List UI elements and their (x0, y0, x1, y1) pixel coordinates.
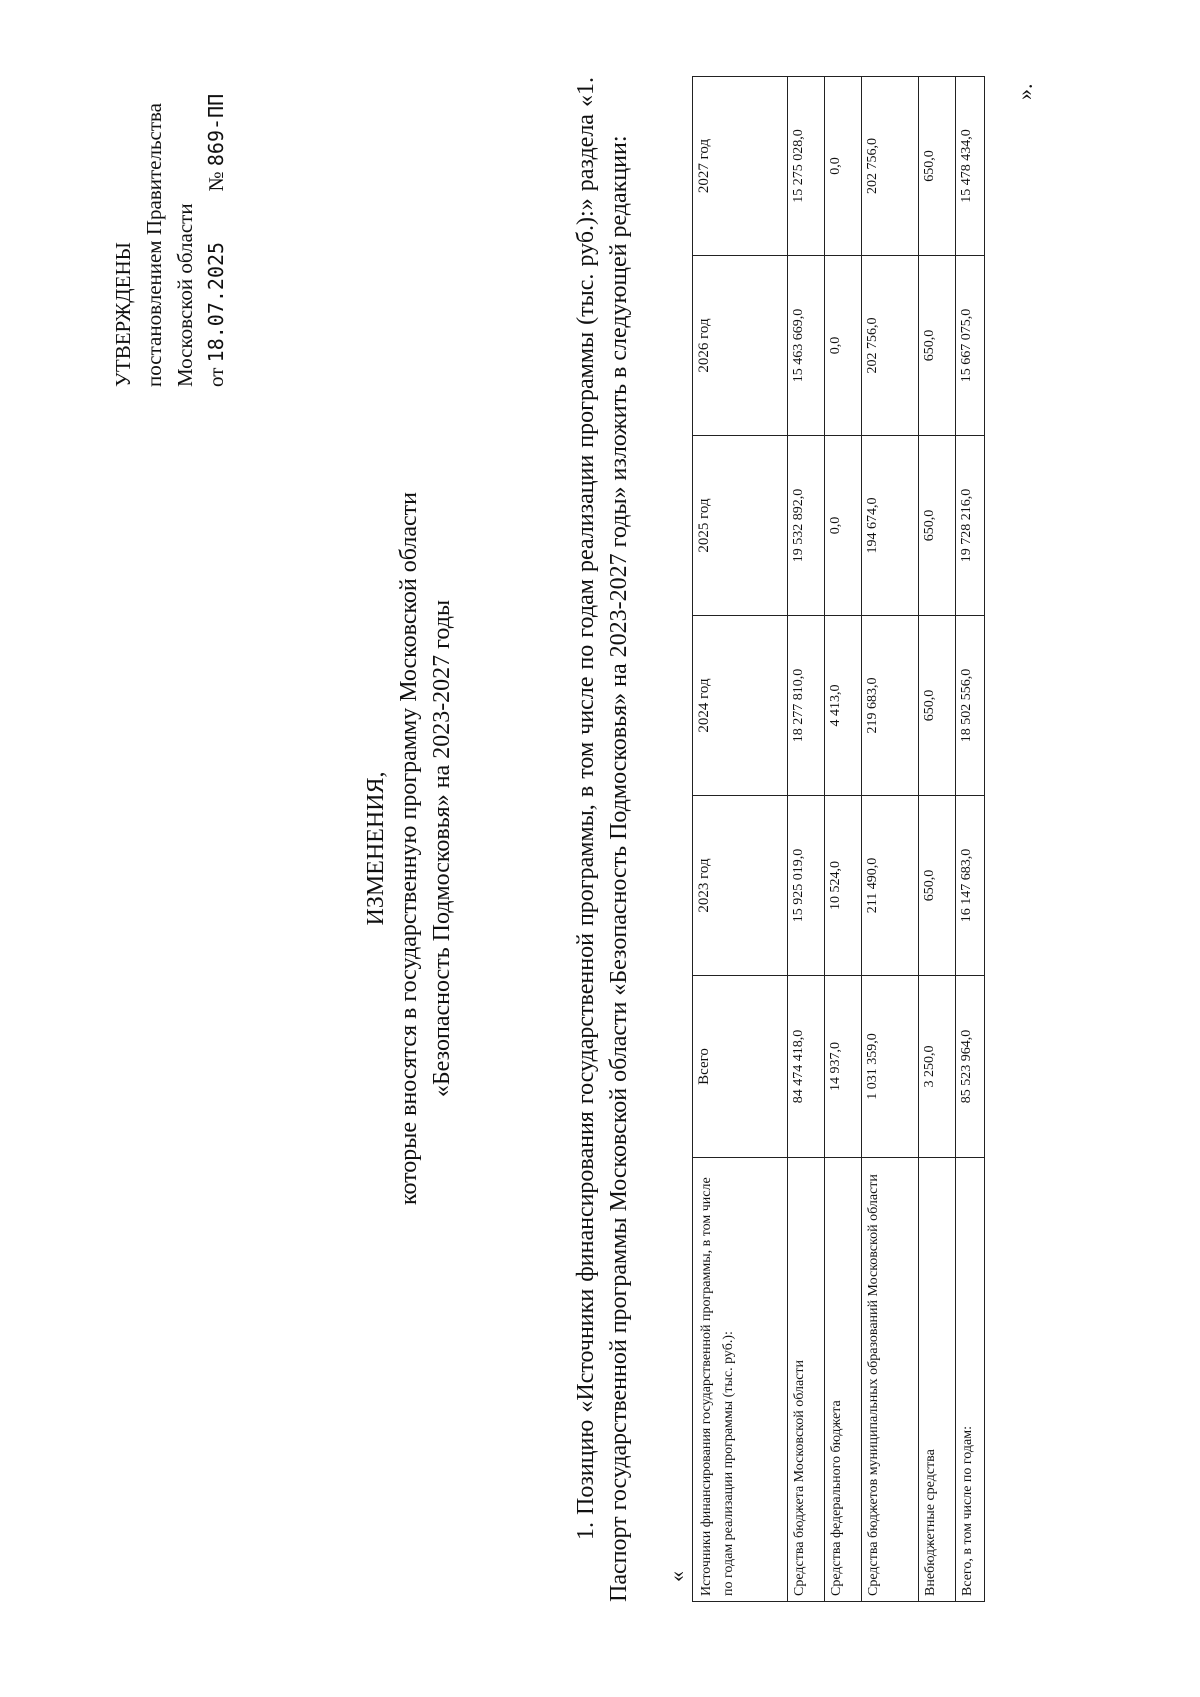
approval-number: 869-ПП (204, 93, 228, 167)
cell-2023: 211 490,0 (862, 796, 919, 976)
cell-2026: 15 667 075,0 (956, 256, 985, 436)
cell-2026: 650,0 (919, 256, 956, 436)
date-prefix: от (204, 367, 228, 387)
cell-2023: 16 147 683,0 (956, 796, 985, 976)
cell-total: 84 474 418,0 (788, 976, 825, 1158)
cell-2024: 219 683,0 (862, 616, 919, 796)
cell-2025: 19 728 216,0 (956, 436, 985, 616)
header-2026: 2026 год (693, 256, 788, 436)
heading-line-2: «Безопасность Подмосковья» на 2023-2027 годы (429, 599, 455, 1098)
table-row (825, 77, 862, 1602)
cell-2024: 18 502 556,0 (956, 616, 985, 796)
row-label: Средства бюджетов муниципальных образований Московской области (862, 1158, 919, 1602)
cell-2027: 15 478 434,0 (956, 77, 985, 256)
approval-date: 18.07.2025 (204, 241, 228, 363)
cell-2025: 650,0 (919, 436, 956, 616)
table-row (956, 77, 985, 1602)
paragraph-text: 1. Позицию «Источники финансирования государственной программы, в том числе по годам реализации программы (тыс. руб.):» раздела «1. Паспорт государственной программы Московской области «Безопасность Подмосковья» на 2023-2027 годы» изложить в следующей редакции: (573, 77, 632, 1602)
cell-total: 85 523 964,0 (956, 976, 985, 1158)
cell-total: 1 031 359,0 (862, 976, 919, 1158)
table-header-row (693, 77, 788, 1602)
document-heading (360, 150, 459, 1547)
approval-stamp (108, 94, 232, 387)
quote-open-mark: « (664, 1571, 689, 1582)
cell-2023: 650,0 (919, 796, 956, 976)
cell-2026: 0,0 (825, 256, 862, 436)
financing-table (692, 76, 985, 1602)
approval-line-1: постановлением Правительства (142, 102, 166, 387)
row-label: Внебюджетные средства (919, 1158, 956, 1602)
row-label: Средства бюджета Московской области (788, 1158, 825, 1602)
row-label: Средства федерального бюджета (825, 1158, 862, 1602)
cell-2023: 10 524,0 (825, 796, 862, 976)
table-row (862, 77, 919, 1602)
approval-line-2: Московской области (173, 203, 197, 387)
approval-date-line (201, 94, 232, 387)
cell-total: 3 250,0 (919, 976, 956, 1158)
header-2025: 2025 год (693, 436, 788, 616)
cell-2027: 0,0 (825, 77, 862, 256)
cell-2024: 4 413,0 (825, 616, 862, 796)
cell-2025: 19 532 892,0 (788, 436, 825, 616)
approval-title: УТВЕРЖДЕНЫ (111, 242, 135, 387)
cell-2027: 650,0 (919, 77, 956, 256)
cell-2026: 202 756,0 (862, 256, 919, 436)
header-sources: Источники финансирования государственной программы, в том числе по годам реализации программы (тыс. руб.): (693, 1158, 788, 1602)
row-label: Всего, в том числе по годам: (956, 1158, 985, 1602)
cell-2025: 0,0 (825, 436, 862, 616)
header-2023: 2023 год (693, 796, 788, 976)
cell-2025: 194 674,0 (862, 436, 919, 616)
cell-2023: 15 925 019,0 (788, 796, 825, 976)
table-row (919, 77, 956, 1602)
quote-close-mark: ». (1012, 83, 1037, 100)
number-sign: № (204, 171, 228, 192)
cell-total: 14 937,0 (825, 976, 862, 1158)
header-2024: 2024 год (693, 616, 788, 796)
header-total: Всего (693, 976, 788, 1158)
header-2027: 2027 год (693, 77, 788, 256)
cell-2026: 15 463 669,0 (788, 256, 825, 436)
cell-2024: 18 277 810,0 (788, 616, 825, 796)
cell-2027: 15 275 028,0 (788, 77, 825, 256)
cell-2024: 650,0 (919, 616, 956, 796)
heading-line-1: которые вносятся в государственную программу Московской области (396, 492, 422, 1205)
cell-2027: 202 756,0 (862, 77, 919, 256)
table-row (788, 77, 825, 1602)
body-paragraph (570, 77, 636, 1602)
heading-title: ИЗМЕНЕНИЯ, (363, 771, 389, 926)
